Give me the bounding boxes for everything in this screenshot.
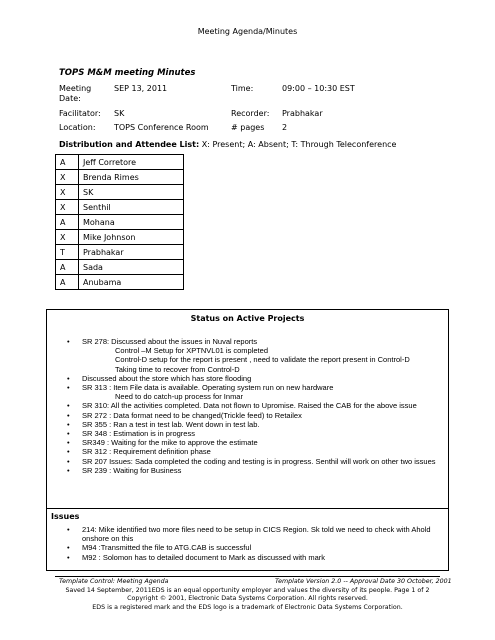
bullet-icon: • — [67, 465, 70, 475]
bullet-icon: • — [67, 401, 70, 411]
status-subitem: Taking time to recover from Control-D — [115, 364, 240, 374]
status-item — [47, 411, 448, 420]
attendee-name: Senthil — [79, 200, 184, 215]
status-subitem: Control-D setup for the report is present , need to validate the report present in Control-D — [115, 355, 410, 365]
issue-item-text: M94 :Transmitted the file to ATG.CAB is successful — [82, 543, 252, 553]
bullet-icon: • — [67, 410, 70, 420]
status-subitem: Need to do catch-up process for Inmar — [115, 392, 243, 402]
attendee-status: X — [56, 200, 79, 215]
status-item-text: SR 278: Discussed about the issues in Nuval reports — [82, 337, 258, 346]
attendee-row — [56, 245, 184, 260]
status-item-text: SR 272 : Data format need to be changed(Trickle feed) to Retailex — [82, 410, 302, 420]
recorder-label: Recorder: — [231, 109, 270, 118]
meeting-date-value: SEP 13, 2011 — [114, 84, 168, 93]
attendee-row — [56, 185, 184, 200]
status-item — [47, 466, 448, 475]
status-item-text: SR 355 : Ran a test in test lab. Went down in test lab. — [82, 419, 260, 429]
status-item-text: SR 312 : Requirement definition phase — [82, 447, 211, 457]
status-item-text: SR349 : Waiting for the mike to approve the estimate — [82, 438, 258, 448]
bullet-icon: • — [67, 525, 70, 534]
attendee-name: Anubama — [79, 275, 184, 290]
time-value: 09:00 – 10:30 EST — [282, 84, 355, 93]
issue-item — [47, 525, 448, 543]
attendee-name: Mike Johnson — [79, 230, 184, 245]
attendee-heading-label: Distribution and Attendee List: — [59, 140, 200, 149]
attendee-name: Sada — [79, 260, 184, 275]
bullet-icon: • — [67, 552, 70, 562]
template-version: Template Version 2.0 -- Approval Date 30 October, 2001 — [275, 578, 452, 585]
attendee-row — [56, 215, 184, 230]
bullet-icon: • — [67, 373, 70, 383]
attendee-status: X — [56, 170, 79, 185]
status-item — [47, 383, 448, 392]
trademark-line: EDS is a registered mark and the EDS logo is a trademark of Electronic Data Systems Corporation. — [92, 604, 403, 611]
bullet-icon: • — [67, 429, 70, 439]
attendee-row — [56, 200, 184, 215]
status-item-text: SR 348 : Estimation is in progress — [82, 429, 195, 439]
document-title: TOPS M&M meeting Minutes — [59, 68, 196, 78]
status-item-text: SR 207 Issues: Sada completed the coding and testing is in progress. Senthil will work on other two issues — [82, 456, 436, 466]
location-value: TOPS Conference Room — [114, 123, 209, 132]
attendee-status: X — [56, 230, 79, 245]
attendee-row — [56, 230, 184, 245]
bullet-icon: • — [67, 456, 70, 466]
status-item — [47, 420, 448, 429]
bullet-icon: • — [67, 447, 70, 457]
recorder-value: Prabhakar — [282, 109, 323, 118]
facilitator-label: Facilitator: — [59, 109, 101, 118]
attendee-status: A — [56, 275, 79, 290]
status-item-text: SR 313 : Item File data is available. Operating system run on new hardware — [82, 383, 334, 393]
status-item — [47, 447, 448, 456]
attendee-name: SK — [79, 185, 184, 200]
status-list — [47, 337, 448, 475]
saved-line: Saved 14 September, 2011EDS is an equal opportunity employer and values the diversity of its people. Page 1 of 2 — [65, 587, 430, 594]
issue-item — [47, 543, 448, 552]
attendee-row — [56, 275, 184, 290]
page-header: Meeting Agenda/Minutes — [197, 27, 298, 36]
attendee-status: X — [56, 185, 79, 200]
status-item-text: Discussed about the store which has store flooding — [82, 373, 252, 383]
pages-label: # pages — [231, 123, 265, 132]
attendee-row — [56, 260, 184, 275]
attendee-table — [55, 154, 184, 290]
issues-section — [46, 508, 449, 571]
attendee-legend: X: Present; A: Absent; T: Through Teleconference — [201, 140, 397, 149]
attendee-heading — [59, 140, 396, 149]
copyright-line: Copyright © 2001, Electronic Data Systems Corporation. All rights reserved. — [127, 595, 368, 602]
footer-divider — [55, 576, 440, 577]
status-item — [47, 429, 448, 438]
status-item — [47, 337, 448, 346]
status-title: Status on Active Projects — [190, 314, 305, 323]
attendee-name: Prabhakar — [79, 245, 184, 260]
issue-item-text: 214: Mike identified two more files need to be setup in CICS Region. Sk told we need to check with Ahold onshore on this — [82, 525, 431, 544]
template-control: Template Control: Meeting Agenda — [59, 578, 169, 585]
attendee-row — [56, 155, 184, 170]
status-item — [47, 374, 448, 383]
pages-value: 2 — [282, 123, 288, 132]
bullet-icon: • — [67, 543, 70, 553]
issue-item-text: M92 : Solomon has to detailed document to Mark as discussed with mark — [82, 552, 326, 562]
status-item-text: SR 310: All the activities completed. Data not flown to Upromise. Raised the CAB for the above issue — [82, 401, 417, 411]
status-item — [47, 438, 448, 447]
location-label: Location: — [59, 123, 96, 132]
attendee-status: T — [56, 245, 79, 260]
attendee-name: Brenda Rimes — [79, 170, 184, 185]
issues-list — [47, 525, 448, 562]
attendee-status: A — [56, 155, 79, 170]
status-item-text: SR 239 : Waiting for Business — [82, 465, 182, 475]
facilitator-value: SK — [114, 109, 125, 118]
status-item — [47, 401, 448, 410]
attendee-row — [56, 170, 184, 185]
time-label: Time: — [231, 84, 254, 93]
attendee-status: A — [56, 215, 79, 230]
attendee-name: Mohana — [79, 215, 184, 230]
bullet-icon: • — [67, 383, 70, 393]
issues-title: Issues — [51, 512, 80, 521]
bullet-icon: • — [67, 337, 70, 346]
bullet-icon: • — [67, 438, 70, 448]
issue-item — [47, 553, 448, 562]
status-subitem: Control –M Setup for XPTNVL01 is completed — [115, 346, 268, 356]
meeting-date-label: Meeting Date: — [59, 84, 92, 103]
status-item — [47, 457, 448, 466]
attendee-status: A — [56, 260, 79, 275]
bullet-icon: • — [67, 419, 70, 429]
attendee-name: Jeff Corretore — [79, 155, 184, 170]
status-section — [46, 309, 449, 509]
